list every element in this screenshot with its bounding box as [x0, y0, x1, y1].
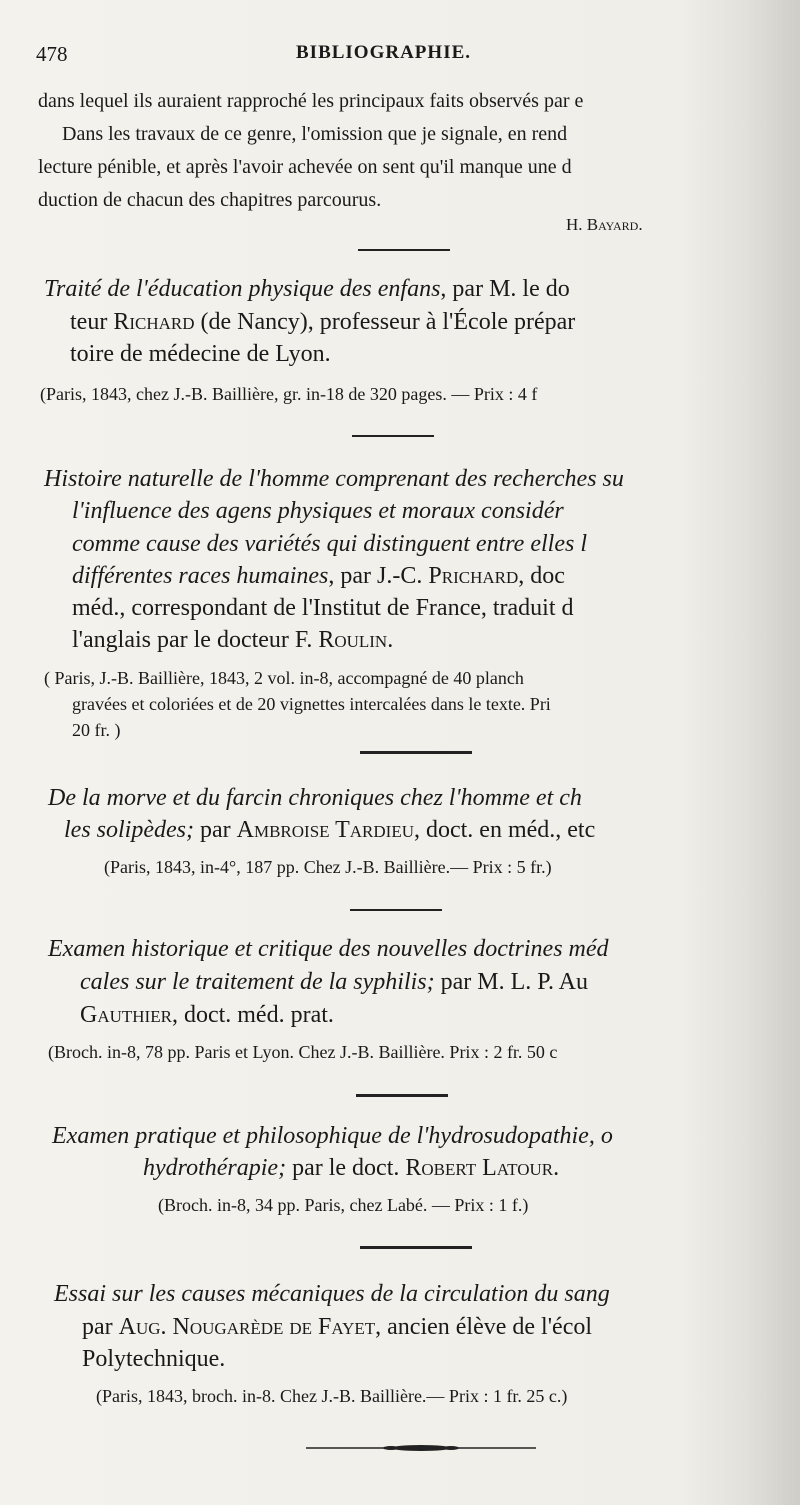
- entry-2-author-name: Prichard: [428, 563, 519, 589]
- entry-2-title-end: différentes races humaines: [72, 563, 329, 589]
- entry-2-title-line-2: l'influence des agens physiques et moraux considér: [72, 498, 564, 524]
- entry-3-title-end: les solipèdes;: [64, 817, 194, 843]
- entry-2-publication-line-2: gravées et coloriées et de 20 vignettes intercalées dans le texte. Pri: [72, 694, 551, 714]
- entry-3-title-line-2: [64, 817, 595, 844]
- entry-5-title-end: hydrothérapie;: [143, 1155, 287, 1181]
- entry-2-title-line-5: méd., correspondant de l'Institut de France, traduit d: [72, 595, 574, 621]
- entry-2-title-line-3: comme cause des variétés qui distinguent entre elles l: [72, 531, 587, 557]
- intro-line-1: dans lequel ils auraient rapproché les principaux faits observés par e: [38, 90, 584, 112]
- entry-3-author-desc: , doct. en méd., etc: [413, 817, 596, 843]
- separator-rule: [352, 435, 434, 437]
- entry-6-author-desc: , ancien élève de l'écol: [375, 1314, 593, 1340]
- entry-5-title-line-1: [52, 1123, 613, 1150]
- entry-4-author-prefix: par M. L. P. Au: [434, 969, 588, 995]
- entry-6-title-line-1: Essai sur les causes mécaniques de la circulation du sang: [54, 1281, 610, 1307]
- entry-2-translator-name: Roulin: [318, 627, 388, 653]
- entry-1-author-desc: (de Nancy), professeur à l'École prépar: [194, 309, 576, 335]
- entry-3-title-line-1: De la morve et du farcin chroniques chez l'homme et ch: [48, 785, 582, 811]
- entry-2-by: , par J.-C.: [328, 563, 429, 589]
- intro-line-4: duction de chacun des chapitres parcourus.: [38, 189, 382, 211]
- entry-2-author-desc: , doc: [518, 563, 565, 589]
- entry-5-publication: (Broch. in-8, 34 pp. Paris, chez Labé. — Prix : 1 f.): [158, 1195, 529, 1215]
- entry-4-title-line-3: [80, 1002, 334, 1029]
- entry-1-author-prefix: M. le do: [489, 276, 570, 302]
- entry-3-author-name: Ambroise Tardieu: [236, 817, 414, 843]
- entry-1-title-line-3: toire de médecine de Lyon.: [70, 341, 331, 367]
- entry-2-period: .: [387, 627, 394, 653]
- entry-4-title-line-2: [80, 969, 588, 996]
- entry-2-translator-label: l'anglais par le docteur F.: [72, 627, 319, 653]
- entry-5-author-name: Robert Latour: [405, 1155, 554, 1181]
- separator-rule: [350, 909, 442, 911]
- entry-2-title-line-4: [72, 563, 565, 590]
- separator-rule: [360, 1246, 472, 1249]
- entry-6-author-name: Aug. Nougarède de Fayet: [118, 1314, 376, 1340]
- page-number: 478: [36, 42, 68, 66]
- entry-4-title-end: cales sur le traitement de la syphilis;: [80, 969, 435, 995]
- separator-rule: [360, 751, 472, 754]
- entry-1-title-line-2: [70, 309, 575, 336]
- entry-6-title-line-3: Polytechnique.: [82, 1346, 226, 1372]
- entry-6-title-line-2: [82, 1314, 592, 1341]
- entry-4-author-name: Gauthier: [80, 1002, 172, 1028]
- page-header: [36, 42, 756, 72]
- intro-line-3: lecture pénible, et après l'avoir achevée on sent qu'il manque une d: [38, 156, 572, 178]
- entry-4-publication: (Broch. in-8, 78 pp. Paris et Lyon. Chez J.-B. Baillière. Prix : 2 fr. 50 c: [48, 1042, 558, 1062]
- entry-1-by: , par: [440, 276, 490, 302]
- entry-2-title-line-1: Histoire naturelle de l'homme comprenant des recherches su: [44, 466, 624, 492]
- entry-5-period: .: [553, 1155, 560, 1181]
- separator-rule: [358, 249, 450, 251]
- entry-2-publication-line-3: 20 fr. ): [72, 720, 121, 740]
- entry-1-title-line-1: [44, 276, 570, 303]
- entry-2-title-line-6: [72, 627, 393, 654]
- entry-3-by: par: [193, 817, 237, 843]
- entry-2-publication-line-1: ( Paris, J.-B. Baillière, 1843, 2 vol. in-8, accompagné de 40 planch: [44, 668, 524, 688]
- entry-6-by: par: [82, 1314, 119, 1340]
- entry-1-author-cont: teur: [70, 309, 114, 335]
- entry-5-by: par le doct.: [286, 1155, 406, 1181]
- signature: H. Bayard.: [566, 215, 643, 234]
- entry-5-title-line-2: [143, 1155, 559, 1182]
- ornamental-rule: [306, 1443, 536, 1453]
- entry-5-title: Examen pratique et philosophique de l'hydrosudopathie: [52, 1123, 589, 1149]
- entry-4-title-line-1: Examen historique et critique des nouvelles doctrines méd: [48, 936, 609, 962]
- running-head: BIBLIOGRAPHIE.: [296, 42, 472, 63]
- entry-5-title-alt: , o: [588, 1123, 613, 1149]
- entry-6-publication: (Paris, 1843, broch. in-8. Chez J.-B. Baillière.— Prix : 1 fr. 25 c.): [96, 1386, 568, 1406]
- entry-4-author-desc: , doct. méd. prat.: [171, 1002, 334, 1028]
- separator-rule: [356, 1094, 448, 1097]
- intro-line-2: Dans les travaux de ce genre, l'omission que je signale, en rend: [62, 123, 568, 145]
- entry-1-title: Traité de l'éducation physique des enfans: [44, 276, 441, 302]
- entry-1-author-name: Richard: [113, 309, 195, 335]
- entry-1-publication: (Paris, 1843, chez J.-B. Baillière, gr. in-18 de 320 pages. — Prix : 4 f: [40, 384, 538, 404]
- entry-3-publication: (Paris, 1843, in-4°, 187 pp. Chez J.-B. Baillière.— Prix : 5 fr.): [104, 857, 552, 877]
